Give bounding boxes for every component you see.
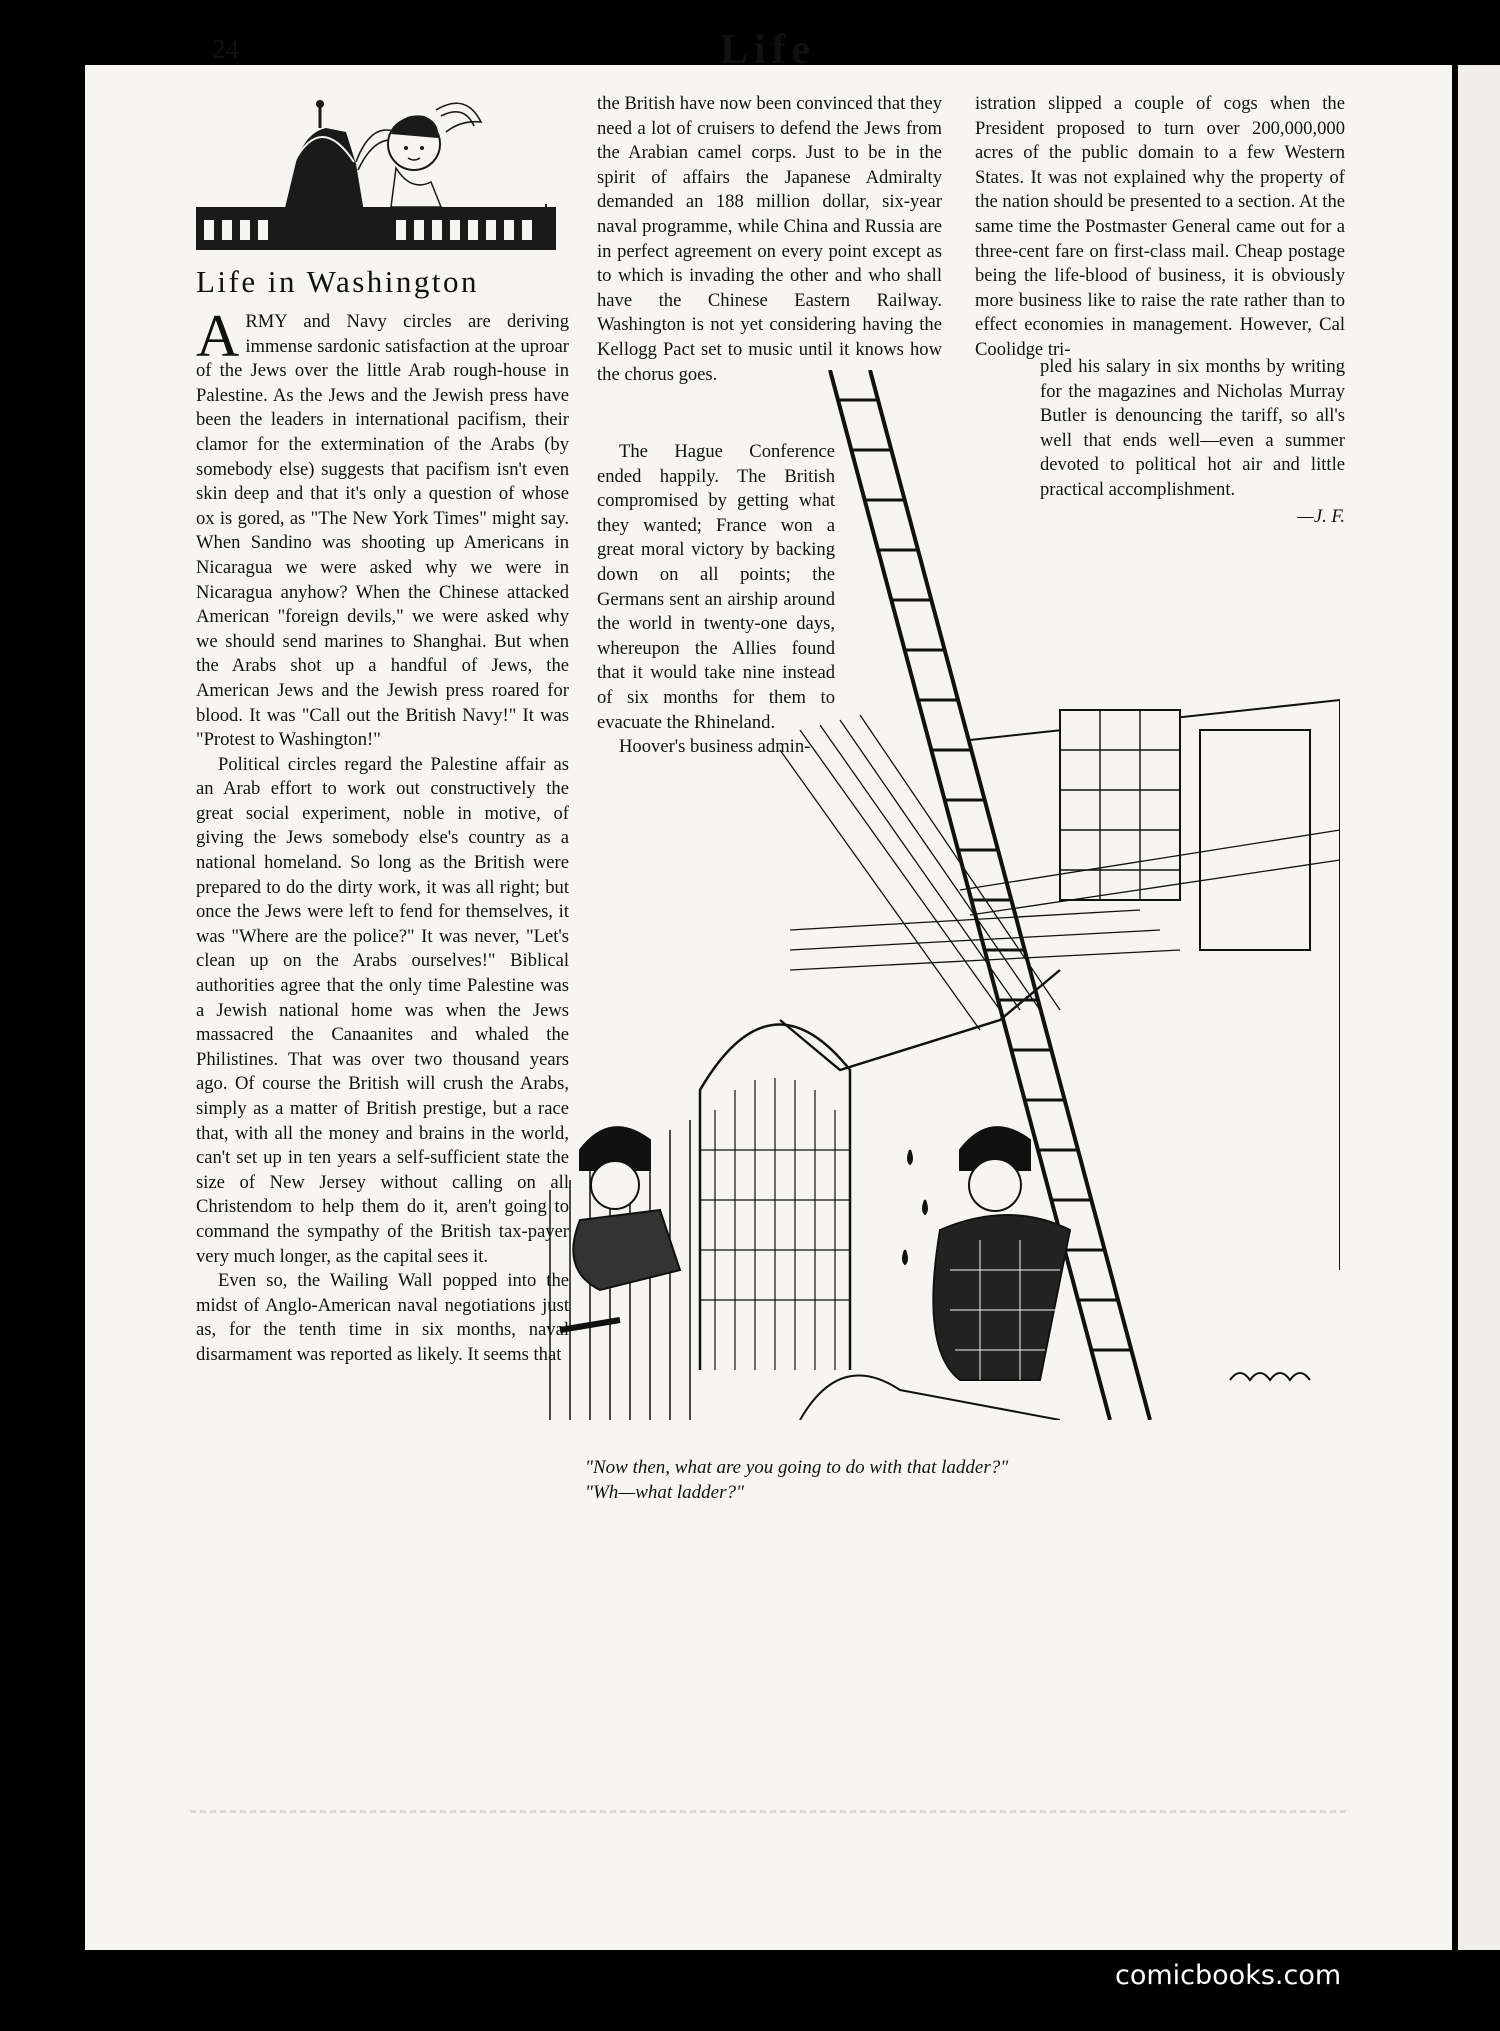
article-paragraph: Hoover's business admin- — [619, 736, 811, 758]
article-paragraph: The Hague Conference ended happily. The British compromised by getting what they wanted; France won a great moral victory by backing down on all points; the Germans sent an airship around the world in twenty-one days, whereupon the Allies found that it would take nine instead of six months for them to evacuate the Rhineland. — [597, 441, 835, 733]
article-paragraph: Political circles regard the Palestine affair as an Arab effort to work out constructively the great social experiment, noble in motive, of giving the Jews somebody else's country as a national homeland. So long as the British were prepared to do the dirty work, it was all right; but once the Jews were left to fend for themselves, it was "Where are the police?" It was never, "Let's clean up on the Arabs ourselves!" Biblical authorities agree that the only time Palestine was a Jewish national home was when the Jews massacred the Canaanites and whaled the Philistines. That was over two thousand years ago. Of course the British will crush the Arabs, simply as a matter of British prestige, but a race that, with all the money and brains in the world, can't set up in ten years a self-sufficient state the size of New Jersey without calling on all Christendom to help them do it, aren't going to command the sympathy of the British tax-payer very much longer, as the capital sees it. — [196, 753, 569, 1267]
article-heading: Life in Washington — [196, 264, 480, 299]
source-watermark: comicbooks.com — [1115, 1960, 1342, 1991]
caption-line: "Now then, what are you going to do with that ladder?" — [585, 1457, 1009, 1478]
article-paragraph — [196, 303, 569, 753]
ladder-cartoon-illustration — [540, 370, 1340, 1420]
caption-line: "Wh—what ladder?" — [585, 1482, 744, 1503]
article-paragraph: pled his salary in six months by writing for the magazines and Nicholas Murray Butler is denouncing the tariff, so all's well that ends well—even a summer devoted to political hot air and little practical accomplishment. — [1040, 356, 1345, 500]
page-number: 24 — [212, 34, 239, 64]
author-signature: —J. F. — [1297, 505, 1345, 527]
adjacent-page-edge — [1458, 65, 1500, 1950]
magazine-title: Life — [720, 27, 817, 73]
paragraph-text: RMY and Navy circles are deriving immense sardonic satisfaction at the uproar of the Jews over the little Arab rough-house in Palestine. As the Jews and the Jewish press have been the leaders in international pacifism, their clamor for the extermination of the Arabs (by somebody else) suggests that pacifism isn't even skin deep and that it's only a question of whose ox is gored, as "The New York Times" might say. When Sandino was shooting up Americans in Nicaragua we were asked why we were in Nicaragua anyhow? When the Chinese attacked American "foreign devils," we were asked why we should send marines to Shanghai. But when the Arabs shot up a handful of Jews, the American Jews and the Jewish press roared for blood. It was "Call out the British Navy!" It was "Protest to Washington!" — [196, 311, 569, 751]
article-column-2 — [597, 92, 942, 387]
cartoon-caption — [585, 1455, 1345, 1505]
article-paragraph: the British have now been convinced that they need a lot of cruisers to defend the Jews from the Arabian camel corps. Just to be in the spirit of affairs the Japanese Admiralty demanded an 188 million dollar, six-year naval programme, while China and Russia are in perfect agreement on every point except as to which is invading the other and who shall have the Chinese Eastern Railway. Washington is not yet considering having the Kellogg Pact set to music until it knows how the chorus goes. — [597, 93, 942, 385]
drop-cap: A — [196, 303, 240, 369]
bleed-through-rule — [190, 1810, 1350, 1813]
article-column-1 — [196, 303, 569, 1368]
article-paragraph: istration slipped a couple of cogs when the President proposed to turn over 200,000,000 acres of the public domain to a few Western States. It was not explained why the property of the nation should be presented to a section. At the same time the Postmaster General came out for a three-cent fare on first-class mail. Cheap postage being the life-blood of business, it is obviously more business like to raise the rate rather than to effect economies in management. However, Cal Coolidge tri- — [975, 93, 1345, 360]
article-paragraph: Even so, the Wailing Wall popped into the midst of Anglo-American naval negotiations just as, for the tenth time in six months, naval disarmament was reported as likely. It seems that — [196, 1270, 569, 1365]
capitol-cherub-illustration — [196, 92, 566, 257]
article-column-3 — [975, 92, 1345, 363]
